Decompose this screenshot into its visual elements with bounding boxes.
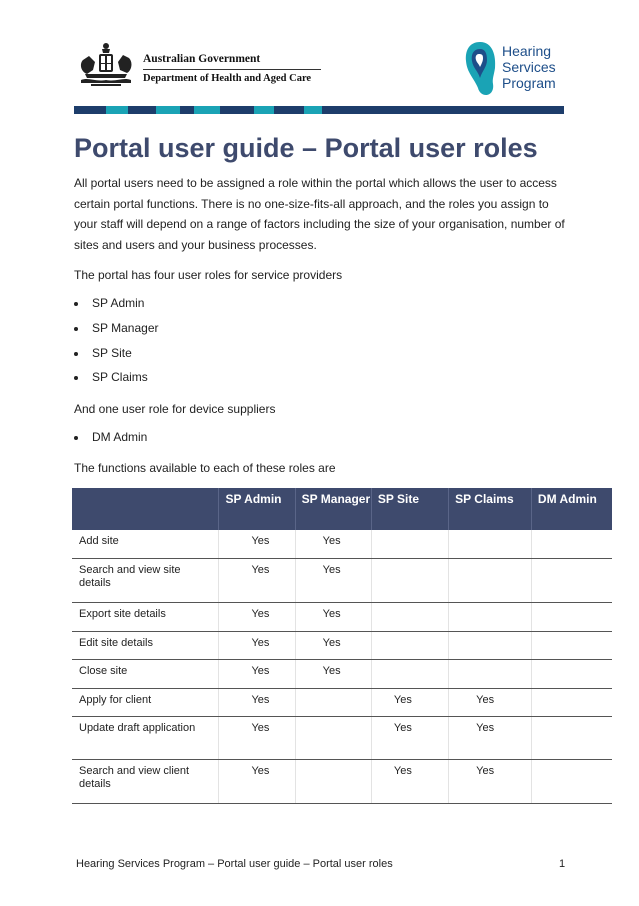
- table-row: [72, 659, 612, 688]
- table-cell: Yes: [371, 688, 448, 716]
- dm-roles-intro: And one user role for device suppliers: [74, 402, 276, 416]
- table-row: [72, 716, 612, 759]
- table-cell: Yes: [219, 759, 295, 803]
- table-cell: [371, 530, 448, 558]
- table-cell: Yes: [219, 631, 295, 659]
- table-cell: Yes: [219, 530, 295, 558]
- table-cell: [531, 659, 612, 688]
- table-row: [72, 631, 612, 659]
- government-name: Australian Government: [143, 53, 261, 65]
- sp-roles-intro: The portal has four user roles for service providers: [74, 268, 343, 282]
- table-cell: [531, 530, 612, 558]
- hearing-services-program-logo: [464, 40, 574, 96]
- header-cell: SP Admin: [219, 488, 295, 530]
- table-cell: [371, 631, 448, 659]
- table-cell: [449, 631, 532, 659]
- hsp-word-program: Program: [502, 75, 556, 91]
- header-cell: [72, 488, 219, 530]
- hsp-word-services: Services: [502, 59, 556, 75]
- table-row: [72, 530, 612, 558]
- table-cell: [449, 530, 532, 558]
- header-cell: SP Claims: [449, 488, 532, 530]
- table-cell: Yes: [371, 716, 448, 759]
- table-cell: [531, 688, 612, 716]
- page-number: 1: [559, 858, 566, 870]
- table-cell: Yes: [449, 759, 532, 803]
- function-cell: Edit site details: [72, 631, 219, 659]
- table-cell: [531, 602, 612, 631]
- table-row: [72, 759, 612, 803]
- table-cell: Yes: [219, 716, 295, 759]
- divider: [143, 69, 321, 70]
- table-cell: [449, 558, 532, 602]
- page-title: Portal user guide – Portal user roles: [74, 133, 538, 163]
- table-cell: Yes: [295, 602, 371, 631]
- table-cell: [371, 558, 448, 602]
- table-cell: Yes: [219, 602, 295, 631]
- function-cell: Add site: [72, 530, 219, 558]
- table-cell: [531, 759, 612, 803]
- page-footer: Hearing Services Program – Portal user guide – Portal user roles: [76, 858, 393, 870]
- table-cell: [295, 759, 371, 803]
- table-row: [72, 558, 612, 602]
- table-cell: Yes: [449, 688, 532, 716]
- table-cell: [371, 659, 448, 688]
- table-cell: Yes: [219, 558, 295, 602]
- table-cell: [371, 602, 448, 631]
- function-cell: Apply for client: [72, 688, 219, 716]
- table-cell: Yes: [295, 631, 371, 659]
- function-cell: Search and view site details: [72, 558, 219, 602]
- table-header-row: [72, 488, 612, 530]
- roles-table: [72, 488, 612, 804]
- table-intro: The functions available to each of these roles are: [74, 461, 336, 475]
- header-stripe: [74, 106, 564, 114]
- table-cell: [531, 716, 612, 759]
- header-cell: SP Manager: [295, 488, 371, 530]
- table-cell: Yes: [449, 716, 532, 759]
- table-cell: [531, 558, 612, 602]
- coat-of-arms-icon: [75, 40, 137, 88]
- table-cell: [531, 631, 612, 659]
- function-cell: Update draft application: [72, 716, 219, 759]
- table-cell: [449, 659, 532, 688]
- table-cell: Yes: [219, 659, 295, 688]
- table-row: [72, 602, 612, 631]
- department-name: Department of Health and Aged Care: [143, 73, 312, 84]
- table-cell: [295, 716, 371, 759]
- table-row: [72, 688, 612, 716]
- header-cell: DM Admin: [531, 488, 612, 530]
- table-cell: Yes: [371, 759, 448, 803]
- table-cell: [295, 688, 371, 716]
- table-cell: Yes: [219, 688, 295, 716]
- intro-paragraph: All portal users need to be assigned a role within the portal which allows the user to access certain portal functions. There is no one-size-fits-all approach, and the roles you assign to your staff will depend on a range of factors including the size of your organisation, number of sites and users and your business processes.: [74, 176, 565, 252]
- table-cell: [449, 602, 532, 631]
- function-cell: Export site details: [72, 602, 219, 631]
- function-cell: Search and view client details: [72, 759, 219, 803]
- header-cell: SP Site: [371, 488, 448, 530]
- hsp-word-hearing: Hearing: [502, 43, 552, 59]
- table-cell: Yes: [295, 530, 371, 558]
- function-cell: Close site: [72, 659, 219, 688]
- table-cell: Yes: [295, 558, 371, 602]
- ear-icon: [464, 40, 496, 96]
- table-cell: Yes: [295, 659, 371, 688]
